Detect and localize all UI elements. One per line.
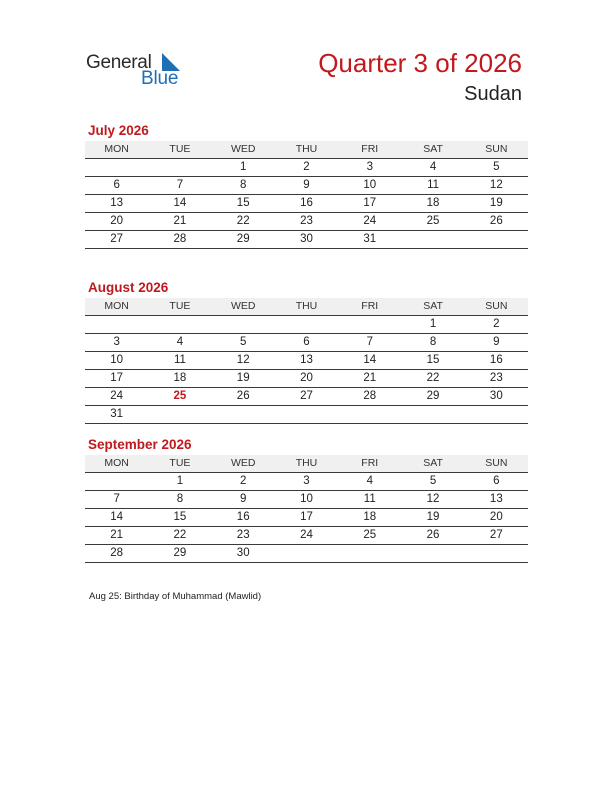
logo-general-text: General	[86, 52, 152, 73]
month-september	[85, 436, 528, 563]
weekday-label: THU	[295, 143, 318, 155]
empty-day-cell	[465, 545, 528, 562]
day-cell: 24	[300, 529, 313, 541]
day-cell: 9	[240, 493, 247, 505]
day-cell: 30	[300, 233, 313, 245]
day-cell: 5	[493, 161, 500, 173]
day-cell: 29	[426, 390, 440, 402]
weekday-label: WED	[230, 300, 256, 312]
holiday-day-cell: 25	[173, 390, 187, 402]
month-title: August 2026	[88, 280, 169, 295]
empty-day-cell	[275, 316, 338, 333]
day-cell: 23	[236, 529, 250, 541]
day-cell: 9	[493, 336, 500, 348]
day-cell: 22	[173, 529, 187, 541]
page-title: Quarter 3 of 2026	[318, 48, 522, 78]
day-cell: 13	[110, 197, 124, 209]
empty-day-cell	[401, 406, 464, 423]
day-cell: 10	[300, 493, 313, 505]
day-cell: 24	[363, 215, 377, 227]
day-cell: 12	[426, 493, 440, 505]
week-row	[85, 473, 528, 491]
day-cell: 27	[300, 390, 313, 402]
day-cell: 18	[173, 372, 187, 384]
empty-day-cell	[148, 159, 211, 176]
weekday-header-row	[85, 141, 528, 159]
weekday-label: SUN	[485, 143, 508, 155]
day-cell: 2	[240, 475, 247, 487]
week-row	[85, 231, 528, 249]
day-cell: 3	[366, 161, 373, 173]
day-cell: 19	[236, 372, 250, 384]
empty-day-cell	[148, 316, 211, 333]
day-cell: 23	[300, 215, 313, 227]
day-cell: 6	[303, 336, 310, 348]
day-cell: 10	[110, 354, 124, 366]
day-cell: 13	[300, 354, 313, 366]
weekday-label: FRI	[361, 457, 379, 469]
month-july	[85, 122, 528, 249]
day-cell: 17	[363, 197, 377, 209]
day-cell: 30	[236, 547, 250, 559]
logo-blue-text: Blue	[141, 68, 179, 89]
country-name: Sudan	[464, 83, 522, 105]
day-cell: 23	[489, 372, 503, 384]
empty-day-cell	[85, 473, 148, 490]
weekday-header-row	[85, 298, 528, 316]
day-cell: 28	[363, 390, 377, 402]
day-cell: 9	[303, 179, 310, 191]
weekday-label: SUN	[485, 457, 508, 469]
calendar-grid	[85, 296, 528, 424]
week-row	[85, 316, 528, 334]
week-row	[85, 352, 528, 370]
empty-day-cell	[338, 406, 401, 423]
day-cell: 12	[236, 354, 250, 366]
month-title: July 2026	[88, 123, 149, 138]
empty-day-cell	[85, 316, 148, 333]
day-cell: 13	[489, 493, 503, 505]
day-cell: 27	[110, 233, 124, 245]
weekday-label: TUE	[169, 300, 191, 312]
weekday-label: THU	[295, 300, 318, 312]
weekday-label: SAT	[423, 300, 443, 312]
day-cell: 28	[110, 547, 124, 559]
week-row	[85, 195, 528, 213]
day-cell: 7	[176, 179, 184, 191]
empty-day-cell	[275, 545, 338, 562]
day-cell: 25	[426, 215, 440, 227]
day-cell: 30	[489, 390, 503, 402]
day-cell: 10	[363, 179, 377, 191]
day-cell: 18	[363, 511, 377, 523]
day-cell: 11	[363, 493, 376, 505]
week-row	[85, 388, 528, 406]
day-cell: 29	[173, 547, 187, 559]
day-cell: 15	[173, 511, 187, 523]
weekday-label: WED	[230, 457, 256, 469]
day-cell: 24	[110, 390, 124, 402]
holiday-note: Aug 25: Birthday of Muhammad (Mawlid)	[89, 591, 262, 602]
day-cell: 16	[300, 197, 313, 209]
day-cell: 17	[300, 511, 313, 523]
day-cell: 3	[113, 336, 120, 348]
day-cell: 1	[429, 318, 437, 330]
weekday-label: FRI	[361, 300, 379, 312]
week-row	[85, 527, 528, 545]
week-row	[85, 491, 528, 509]
empty-day-cell	[338, 316, 401, 333]
day-cell: 1	[240, 161, 247, 173]
week-row	[85, 509, 528, 527]
day-cell: 26	[489, 215, 503, 227]
day-cell: 16	[489, 354, 503, 366]
empty-day-cell	[85, 159, 148, 176]
day-cell: 20	[300, 372, 313, 384]
day-cell: 19	[426, 511, 440, 523]
empty-day-cell	[148, 406, 211, 423]
week-row	[85, 370, 528, 388]
day-cell: 6	[493, 475, 500, 487]
day-cell: 21	[363, 372, 377, 384]
day-cell: 15	[426, 354, 440, 366]
day-cell: 26	[236, 390, 250, 402]
day-cell: 14	[363, 354, 377, 366]
day-cell: 12	[489, 179, 503, 191]
weekday-label: TUE	[169, 457, 191, 469]
day-cell: 4	[176, 336, 184, 348]
day-cell: 29	[236, 233, 250, 245]
weekday-label: MON	[104, 457, 129, 469]
week-row	[85, 177, 528, 195]
empty-day-cell	[212, 406, 275, 423]
general-blue-logo	[86, 52, 196, 92]
month-title: September 2026	[88, 437, 192, 452]
weekday-label: MON	[104, 143, 129, 155]
weekday-label: FRI	[361, 143, 379, 155]
day-cell: 8	[240, 179, 247, 191]
day-cell: 14	[110, 511, 124, 523]
day-cell: 17	[110, 372, 124, 384]
day-cell: 18	[426, 197, 440, 209]
calendar-grid	[85, 139, 528, 249]
weekday-label: TUE	[169, 143, 191, 155]
day-cell: 28	[173, 233, 187, 245]
week-row	[85, 213, 528, 231]
empty-day-cell	[465, 231, 528, 248]
day-cell: 31	[363, 233, 377, 245]
day-cell: 20	[489, 511, 503, 523]
empty-day-cell	[401, 545, 464, 562]
day-cell: 31	[110, 408, 124, 420]
day-cell: 22	[426, 372, 440, 384]
day-cell: 5	[240, 336, 247, 348]
empty-day-cell	[275, 406, 338, 423]
calendar-grid	[85, 453, 528, 563]
month-august	[85, 279, 528, 424]
empty-day-cell	[212, 316, 275, 333]
day-cell: 2	[493, 318, 500, 330]
day-cell: 26	[426, 529, 440, 541]
weekday-label: SAT	[423, 143, 443, 155]
day-cell: 19	[489, 197, 503, 209]
day-cell: 22	[236, 215, 250, 227]
day-cell: 6	[113, 179, 120, 191]
empty-day-cell	[338, 545, 401, 562]
day-cell: 11	[427, 179, 440, 191]
day-cell: 25	[363, 529, 377, 541]
week-row	[85, 159, 528, 177]
day-cell: 8	[176, 493, 184, 505]
week-row	[85, 334, 528, 352]
day-cell: 14	[173, 197, 187, 209]
day-cell: 11	[173, 354, 186, 366]
day-cell: 7	[113, 493, 120, 505]
day-cell: 16	[236, 511, 250, 523]
day-cell: 8	[429, 336, 437, 348]
empty-day-cell	[401, 231, 464, 248]
day-cell: 15	[236, 197, 250, 209]
weekday-header-row	[85, 455, 528, 473]
day-cell: 21	[110, 529, 124, 541]
weekday-label: SAT	[423, 457, 443, 469]
day-cell: 4	[429, 161, 437, 173]
weekday-label: SUN	[485, 300, 508, 312]
day-cell: 20	[110, 215, 124, 227]
day-cell: 27	[489, 529, 503, 541]
day-cell: 21	[173, 215, 187, 227]
week-row	[85, 545, 528, 563]
day-cell: 1	[176, 475, 184, 487]
day-cell: 7	[366, 336, 373, 348]
weekday-label: THU	[295, 457, 318, 469]
day-cell: 4	[366, 475, 373, 487]
weekday-label: WED	[230, 143, 256, 155]
empty-day-cell	[465, 406, 528, 423]
day-cell: 3	[303, 475, 310, 487]
day-cell: 2	[303, 161, 310, 173]
weekday-label: MON	[104, 300, 129, 312]
week-row	[85, 406, 528, 424]
day-cell: 5	[429, 475, 437, 487]
